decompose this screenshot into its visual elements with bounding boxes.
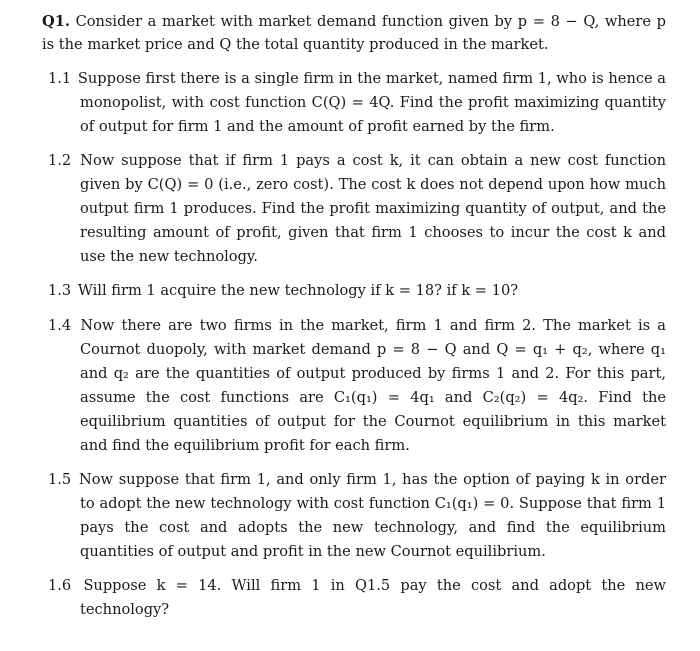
part-number: 1.1 — [48, 70, 72, 87]
part-text: Now there are two firms in the market, firm 1 and firm 2. The market is a Cournot duopoly, with market demand p = 8 − Q and Q = q₁ + q₂, where q₁ and q₂ are the quantities of output produced by firms 1 and 2. For this part, assume the cost functions are C₁(q₁) = 4q₁ and C₂(q₂) = 4q₂. Find the equilibrium quantities of output for the Cournot equilibrium in this market and find the equilibrium profit for each firm. — [80, 317, 666, 454]
part-1-6 — [48, 574, 666, 622]
part-number: 1.4 — [48, 317, 72, 334]
part-1-5 — [48, 468, 666, 564]
question-intro — [42, 10, 666, 56]
part-1-3 — [48, 279, 666, 303]
question-intro-text: Consider a market with market demand function given by p = 8 − Q, where p is the market price and Q the total quantity produced in the market. — [42, 13, 666, 53]
part-1-2 — [48, 149, 666, 269]
part-number: 1.6 — [48, 577, 72, 594]
part-number: 1.5 — [48, 471, 72, 488]
part-text: Suppose k = 14. Will firm 1 in Q1.5 pay the cost and adopt the new technology? — [80, 577, 666, 618]
part-1-1 — [48, 67, 666, 139]
part-1-4 — [48, 314, 666, 458]
question-label: Q1. — [42, 13, 70, 30]
part-text: Suppose first there is a single firm in the market, named firm 1, who is hence a monopolist, with cost function C(Q) = 4Q. Find the profit maximizing quantity of output for firm 1 and the amount of profit earned by the firm. — [77, 70, 666, 135]
part-text: Now suppose that if firm 1 pays a cost k, it can obtain a new cost function given by C(Q) = 0 (i.e., zero cost). The cost k does not depend upon how much output firm 1 produces. Find the profit maximizing quantity of output, and the resulting amount of profit, given that firm 1 chooses to incur the cost k and use the new technology. — [80, 152, 666, 265]
part-number: 1.3 — [48, 282, 72, 299]
part-text: Now suppose that firm 1, and only firm 1, has the option of paying k in order to adopt the new technology with cost function C₁(q₁) = 0. Suppose that firm 1 pays the cost and adopts the new technology, and find the equilibrium quantities of output and profit in the new Cournot equilibrium. — [78, 471, 666, 560]
part-text: Will firm 1 acquire the new technology if k = 18? if k = 10? — [77, 282, 519, 299]
part-number: 1.2 — [48, 152, 72, 169]
